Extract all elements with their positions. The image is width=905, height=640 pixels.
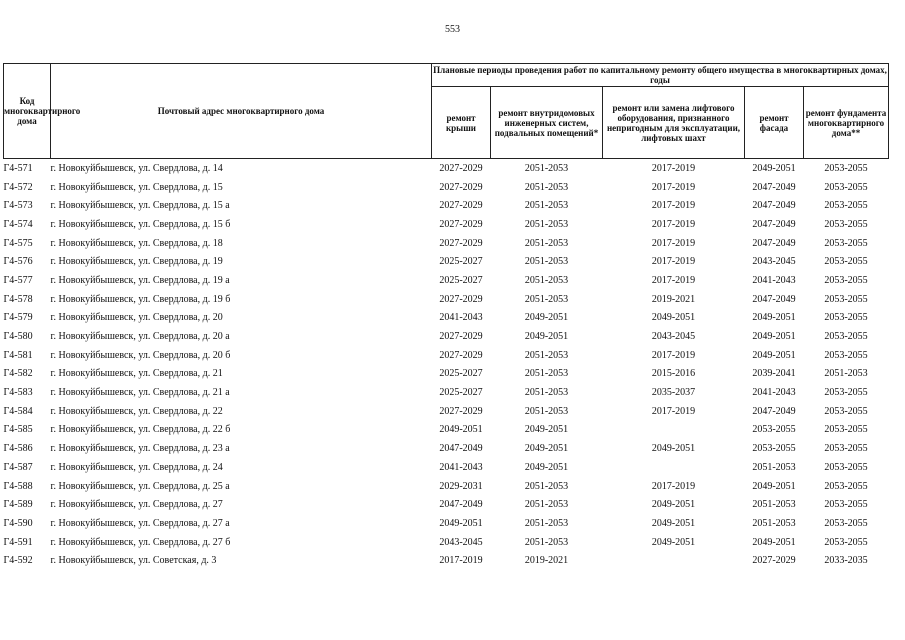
row-facade: 2053-2055 [752,424,796,436]
row-systems: 2049-2051 [524,312,569,324]
header-foundation: ремонт фундамента многоквартирного дома** [804,87,889,159]
table-row [4,458,889,477]
row-foundation: 2053-2055 [824,312,868,324]
row-systems: 2019-2021 [524,555,569,567]
row-code: Г4-587 [3,461,33,473]
row-code: Г4-586 [3,443,33,455]
table-row [4,271,889,290]
row-elevator: 2017-2019 [651,405,696,417]
table-row [4,215,889,234]
row-elevator: 2017-2019 [651,181,696,193]
table-row [4,346,889,365]
row-facade: 2049-2051 [752,349,796,361]
row-facade: 2047-2049 [752,293,796,305]
row-elevator: 2019-2021 [651,293,696,305]
table-row [4,252,889,271]
row-elevator: 2035-2037 [651,387,696,399]
header-elevator: ремонт или замена лифтового оборудования, признанного непригодным для эксплуатации, лифтовых шахт [603,87,745,159]
row-foundation: 2053-2055 [824,293,868,305]
row-address: г. Новокуйбышевск, ул. Свердлова, д. 22 б [50,424,231,436]
row-code: Г4-580 [3,331,33,343]
table-row [4,439,889,458]
row-code: Г4-574 [3,218,33,230]
row-systems: 2051-2053 [524,405,569,417]
row-roof: 2027-2029 [439,237,483,249]
row-code: Г4-585 [3,424,33,436]
row-elevator: 2049-2051 [651,443,696,455]
row-roof: 2047-2049 [439,443,483,455]
row-foundation: 2053-2055 [824,387,868,399]
row-systems: 2051-2053 [524,200,569,212]
row-address: г. Новокуйбышевск, ул. Советская, д. 3 [50,555,217,567]
row-code: Г4-583 [3,387,33,399]
row-facade: 2027-2029 [752,555,796,567]
row-elevator: 2043-2045 [651,331,696,343]
row-foundation: 2053-2055 [824,517,868,529]
row-foundation: 2053-2055 [824,499,868,511]
row-elevator: 2017-2019 [651,237,696,249]
row-facade: 2043-2045 [752,256,796,268]
row-code: Г4-576 [3,256,33,268]
header-address: Почтовый адрес многоквартирного дома [51,64,432,159]
header-roof: ремонт крыши [432,87,491,159]
row-elevator: 2049-2051 [651,312,696,324]
row-systems: 2049-2051 [524,424,569,436]
row-elevator: 2017-2019 [651,274,696,286]
row-systems: 2051-2053 [524,536,569,548]
row-address: г. Новокуйбышевск, ул. Свердлова, д. 14 [50,162,223,174]
row-facade: 2049-2051 [752,312,796,324]
row-address: г. Новокуйбышевск, ул. Свердлова, д. 19 [50,256,223,268]
row-roof: 2025-2027 [439,368,483,380]
table-header [4,64,889,159]
row-address: г. Новокуйбышевск, ул. Свердлова, д. 22 [50,405,223,417]
row-systems: 2051-2053 [524,349,569,361]
header-periods: Плановые периоды проведения работ по капитальному ремонту общего имущества в многоквартирных домах, годы [433,65,887,86]
row-foundation: 2033-2035 [824,555,868,567]
row-address: г. Новокуйбышевск, ул. Свердлова, д. 21 а [50,387,230,399]
row-foundation: 2053-2055 [824,274,868,286]
row-elevator: 2017-2019 [651,480,696,492]
row-code: Г4-588 [3,480,33,492]
row-facade: 2049-2051 [752,480,796,492]
row-elevator: 2049-2051 [651,536,696,548]
row-address: г. Новокуйбышевск, ул. Свердлова, д. 25 а [50,480,230,492]
row-facade: 2049-2051 [752,536,796,548]
row-address: г. Новокуйбышевск, ул. Свердлова, д. 15 а [50,200,230,212]
row-elevator: 2015-2016 [651,368,696,380]
row-address: г. Новокуйбышевск, ул. Свердлова, д. 24 [50,461,223,473]
row-foundation: 2053-2055 [824,162,868,174]
row-elevator [603,458,745,477]
table-row [4,533,889,552]
row-address: г. Новокуйбышевск, ул. Свердлова, д. 27 а [50,517,230,529]
row-address: г. Новокуйбышевск, ул. Свердлова, д. 23 а [50,443,230,455]
row-facade: 2051-2053 [752,461,796,473]
row-facade: 2047-2049 [752,405,796,417]
row-address: г. Новокуйбышевск, ул. Свердлова, д. 27 [50,499,223,511]
table-row [4,290,889,309]
row-roof: 2027-2029 [439,218,483,230]
row-systems: 2049-2051 [524,461,569,473]
row-facade: 2049-2051 [752,331,796,343]
repair-schedule-table [3,63,889,570]
row-systems: 2051-2053 [524,274,569,286]
row-facade: 2047-2049 [752,200,796,212]
row-roof: 2049-2051 [439,424,483,436]
row-code: Г4-572 [3,181,33,193]
table-row [4,365,889,384]
row-systems: 2051-2053 [524,162,569,174]
row-roof: 2027-2029 [439,405,483,417]
row-address: г. Новокуйбышевск, ул. Свердлова, д. 27 б [50,536,231,548]
row-code: Г4-589 [3,499,33,511]
row-roof: 2017-2019 [439,555,483,567]
row-address: г. Новокуйбышевск, ул. Свердлова, д. 20 [50,312,223,324]
row-roof: 2043-2045 [439,536,483,548]
row-code: Г4-581 [3,349,33,361]
header-code: Код многоквартирного дома [4,64,51,159]
row-roof: 2027-2029 [439,331,483,343]
row-elevator: 2049-2051 [651,499,696,511]
row-elevator: 2049-2051 [651,517,696,529]
table-body [4,159,889,571]
row-address: г. Новокуйбышевск, ул. Свердлова, д. 19 б [50,293,231,305]
row-facade: 2039-2041 [752,368,796,380]
row-code: Г4-582 [3,368,33,380]
table-row [4,495,889,514]
row-foundation: 2053-2055 [824,443,868,455]
row-systems: 2051-2053 [524,237,569,249]
row-roof: 2041-2043 [439,461,483,473]
row-systems: 2051-2053 [524,181,569,193]
row-roof: 2041-2043 [439,312,483,324]
row-facade: 2047-2049 [752,218,796,230]
row-address: г. Новокуйбышевск, ул. Свердлова, д. 19 а [50,274,230,286]
table-row [4,477,889,496]
row-systems: 2049-2051 [524,331,569,343]
row-facade: 2041-2043 [752,274,796,286]
row-facade: 2053-2055 [752,443,796,455]
row-systems: 2051-2053 [524,368,569,380]
row-foundation: 2053-2055 [824,237,868,249]
row-foundation: 2053-2055 [824,424,868,436]
row-elevator: 2017-2019 [651,218,696,230]
row-elevator: 2017-2019 [651,162,696,174]
table-row [4,514,889,533]
row-foundation: 2053-2055 [824,256,868,268]
row-foundation: 2053-2055 [824,349,868,361]
row-facade: 2049-2051 [752,162,796,174]
table-row [4,159,889,178]
row-foundation: 2053-2055 [824,480,868,492]
row-code: Г4-575 [3,237,33,249]
row-systems: 2051-2053 [524,517,569,529]
row-facade: 2051-2053 [752,499,796,511]
row-roof: 2029-2031 [439,480,483,492]
row-foundation: 2053-2055 [824,218,868,230]
header-systems: ремонт внутридомовых инженерных систем, подвальных помещений* [491,87,603,159]
row-roof: 2025-2027 [439,387,483,399]
row-address: г. Новокуйбышевск, ул. Свердлова, д. 15 б [50,218,231,230]
row-elevator: 2017-2019 [651,349,696,361]
row-elevator [603,551,745,570]
row-roof: 2049-2051 [439,517,483,529]
page-number: 553 [445,24,460,35]
row-facade: 2051-2053 [752,517,796,529]
row-foundation: 2053-2055 [824,461,868,473]
row-foundation: 2051-2053 [824,368,868,380]
row-roof: 2027-2029 [439,181,483,193]
table-row [4,234,889,253]
row-address: г. Новокуйбышевск, ул. Свердлова, д. 20 б [50,349,231,361]
row-foundation: 2053-2055 [824,331,868,343]
row-systems: 2051-2053 [524,293,569,305]
table-row [4,178,889,197]
row-foundation: 2053-2055 [824,200,868,212]
row-systems: 2051-2053 [524,480,569,492]
row-systems: 2049-2051 [524,443,569,455]
row-systems: 2051-2053 [524,387,569,399]
row-address: г. Новокуйбышевск, ул. Свердлова, д. 18 [50,237,223,249]
row-elevator: 2017-2019 [651,200,696,212]
table-row [4,196,889,215]
row-code: Г4-573 [3,200,33,212]
row-systems: 2051-2053 [524,256,569,268]
row-roof: 2027-2029 [439,349,483,361]
row-roof: 2047-2049 [439,499,483,511]
row-systems: 2051-2053 [524,218,569,230]
row-roof: 2027-2029 [439,162,483,174]
row-code: Г4-577 [3,274,33,286]
header-facade: ремонт фасада [745,87,804,159]
row-code: Г4-578 [3,293,33,305]
table-row [4,327,889,346]
row-code: Г4-590 [3,517,33,529]
row-foundation: 2053-2055 [824,181,868,193]
table-row [4,309,889,328]
row-facade: 2047-2049 [752,237,796,249]
row-elevator [603,421,745,440]
table-row [4,402,889,421]
row-address: г. Новокуйбышевск, ул. Свердлова, д. 15 [50,181,223,193]
row-elevator: 2017-2019 [651,256,696,268]
row-roof: 2027-2029 [439,293,483,305]
table-row [4,421,889,440]
row-address: г. Новокуйбышевск, ул. Свердлова, д. 20 а [50,331,230,343]
row-code: Г4-592 [3,555,33,567]
row-facade: 2041-2043 [752,387,796,399]
row-roof: 2025-2027 [439,274,483,286]
row-systems: 2051-2053 [524,499,569,511]
row-code: Г4-571 [3,162,33,174]
row-foundation: 2053-2055 [824,405,868,417]
table-row [4,551,889,570]
row-code: Г4-579 [3,312,33,324]
table-row [4,383,889,402]
row-code: Г4-591 [3,536,33,548]
row-address: г. Новокуйбышевск, ул. Свердлова, д. 21 [50,368,223,380]
row-roof: 2025-2027 [439,256,483,268]
row-roof: 2027-2029 [439,200,483,212]
row-code: Г4-584 [3,405,33,417]
row-facade: 2047-2049 [752,181,796,193]
row-foundation: 2053-2055 [824,536,868,548]
